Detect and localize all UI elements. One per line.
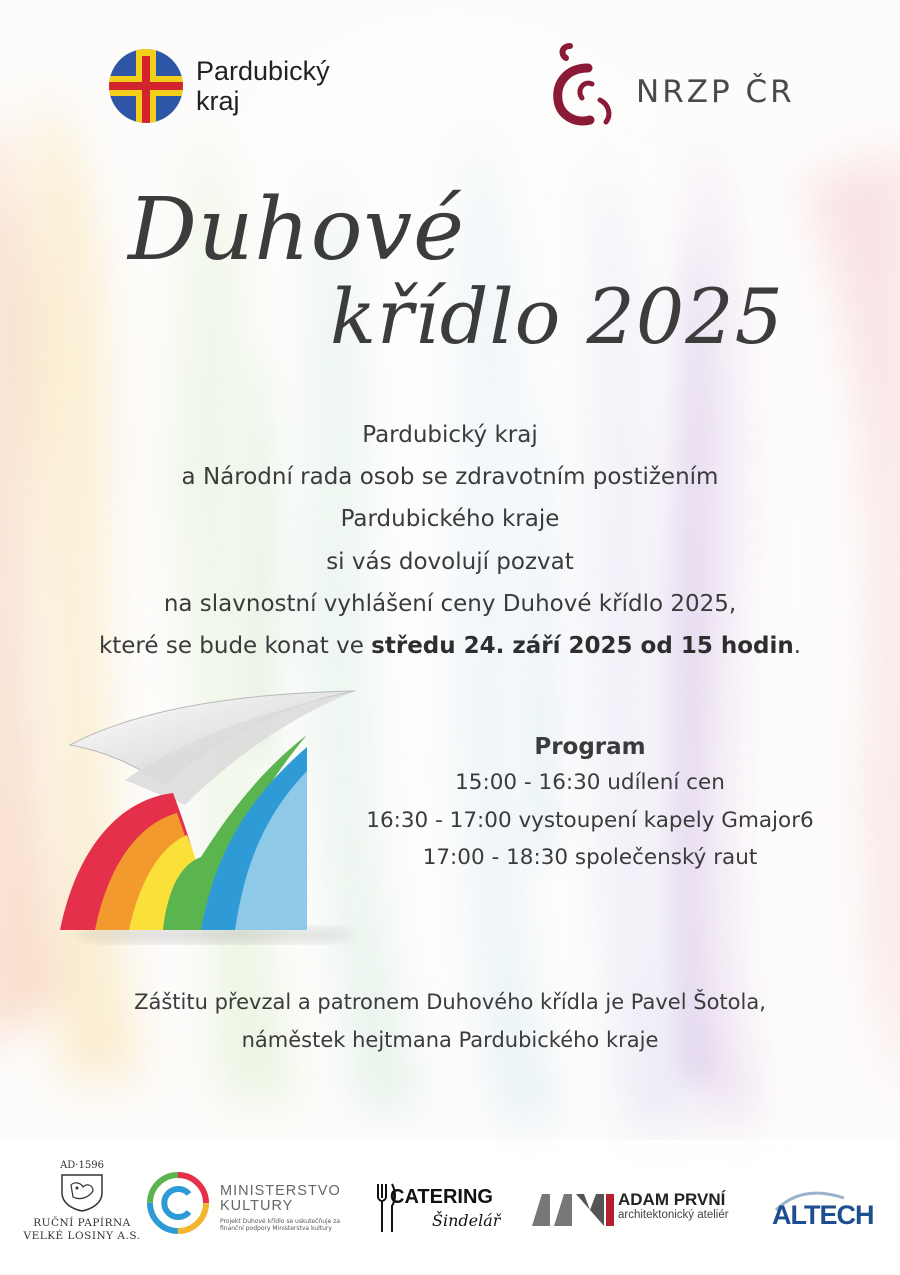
date-suffix: . [793, 633, 802, 660]
pardubicky-kraj-emblem-icon [108, 48, 184, 124]
catering-sub: Šindelář [432, 1211, 501, 1230]
invitation-line: Pardubického kraje [340, 506, 560, 533]
adam-bars-icon [532, 1194, 614, 1226]
ministerstvo-note: Projekt Duhové křídlo se uskutečňuje za finanční podpory Ministerstva kultury [220, 1218, 341, 1232]
sponsor-logos [0, 1150, 900, 1260]
patronage-line: Záštitu převzal a patronem Duhového křídla je Pavel Šotola, [134, 990, 766, 1014]
title-line-1: Duhové [128, 180, 465, 280]
invitation-line: a Národní rada osob se zdravotním postižením [181, 464, 719, 491]
adam-sub: architektonický ateliér [618, 1209, 729, 1221]
program-item: 17:00 - 18:30 společenský raut [422, 845, 758, 870]
adam-name: ADAM PRVNÍ [618, 1190, 726, 1209]
date-prefix: které se bude konat ve [98, 633, 372, 660]
program-heading: Program [534, 734, 646, 760]
ministerstvo-kultury-ring-icon [145, 1170, 211, 1236]
catering-logo [372, 1178, 507, 1238]
program-item: 15:00 - 16:30 udílení cen [455, 770, 725, 795]
invitation-text [40, 414, 860, 667]
event-date: středu 24. září 2025 od 15 hodin [371, 633, 794, 660]
papirna-logo [22, 1160, 142, 1250]
program-section [330, 730, 850, 877]
invitation-line: si vás dovolují pozvat [326, 548, 574, 575]
pardubicky-kraj-name: Pardubický kraj [196, 56, 330, 116]
rainbow-wing-icon [55, 685, 375, 945]
patronage-text [60, 983, 840, 1059]
invitation-date-line [40, 625, 860, 667]
nrzp-swirl-icon [548, 40, 628, 130]
patronage-line: náměstek hejtmana Pardubického kraje [241, 1028, 659, 1052]
invitation-line: na slavnostní vyhlášení ceny Duhové křídlo 2025, [163, 590, 737, 617]
papirna-year: AD·1596 [60, 1160, 104, 1171]
altech-logo [768, 1188, 883, 1238]
adam-prvni-logo [532, 1190, 747, 1230]
nrzp-name: NRZP ČR [636, 74, 795, 110]
invitation-line: Pardubický kraj [362, 422, 538, 448]
ministerstvo-name: MINISTERSTVO KULTURY [220, 1183, 341, 1214]
nrzp-logo [548, 40, 808, 130]
title-line-2: křídlo 2025 [330, 272, 784, 361]
ministerstvo-kultury-logo [145, 1170, 360, 1240]
papirna-name: RUČNÍ PAPÍRNA VELKÉ LOSINY A.S. [23, 1217, 141, 1242]
pardubicky-kraj-logo [108, 48, 368, 128]
program-item: 16:30 - 17:00 vystoupení kapely Gmajor6 [366, 807, 814, 833]
altech-name: ALTECH [772, 1200, 874, 1230]
catering-name: CATERING [390, 1186, 493, 1208]
papirna-crest-icon [57, 1171, 107, 1213]
